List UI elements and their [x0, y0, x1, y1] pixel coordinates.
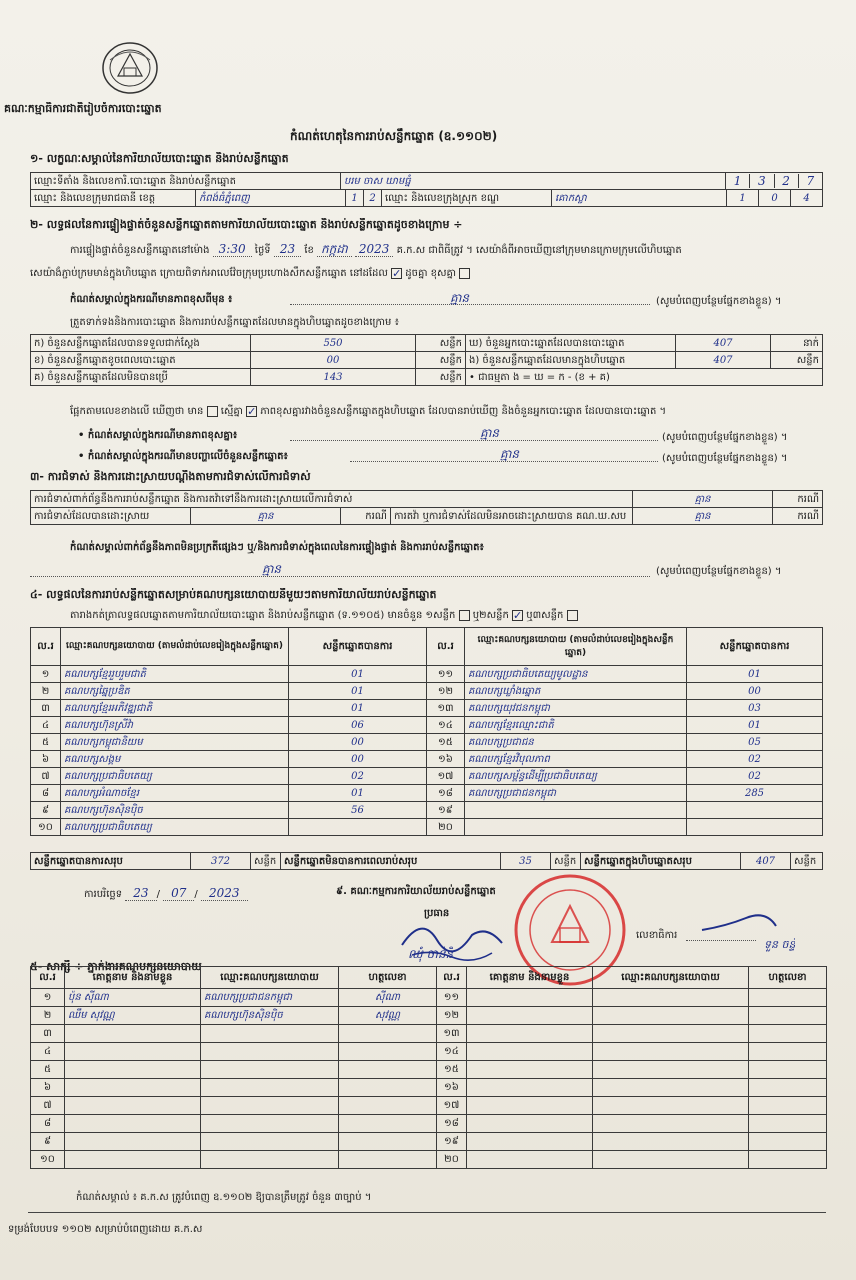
chair-name: ឈុំ ចាន់នី	[408, 947, 454, 961]
witness-signature: សុវណ្ណ	[339, 1007, 437, 1025]
district-digit: 4	[791, 190, 823, 207]
note-value: គ្មាន	[450, 291, 470, 305]
day-value: 23	[274, 242, 301, 257]
district-digit: 1	[727, 190, 759, 207]
col-votes: សន្លឹកឆ្នោតបានការ	[687, 628, 823, 666]
witness-name	[467, 1061, 593, 1079]
witness-signature	[749, 1025, 827, 1043]
witness-name	[65, 1115, 201, 1133]
vote-count: 00	[687, 683, 823, 700]
location-label: ឈ្មោះទីតាំង និងលេខការិ.បោះឆ្នោត និងរាប់សន្លឹកឆ្នោត	[31, 173, 341, 190]
witness-signature	[749, 1061, 827, 1079]
vote-count: 03	[687, 700, 823, 717]
witness-name	[467, 1097, 593, 1115]
secretary-signature	[696, 900, 816, 950]
total-valid-value: 372	[191, 853, 251, 870]
row-no: ៤	[31, 1043, 65, 1061]
month-value: កក្កដា	[317, 242, 352, 257]
vote-count: 56	[289, 802, 427, 819]
row-no: ៧	[31, 768, 61, 785]
witness-name	[467, 1151, 593, 1169]
two-sheet-label: ឬ២សន្លឹក	[472, 610, 509, 621]
para1-month-label: ខែ	[304, 245, 314, 256]
party-name: គណបក្សហ៊ុនស្រីវ៉ា	[61, 717, 289, 734]
party-name: គណបក្សខ្មែរវិបុលភាព	[465, 751, 687, 768]
w-col-party: ឈ្មោះគណបក្សនយោបាយ	[593, 967, 749, 989]
row-no: ១២	[427, 683, 465, 700]
witness-signature	[339, 1043, 437, 1061]
row-no: ១៩	[437, 1133, 467, 1151]
witness-signature	[339, 1097, 437, 1115]
unresolved-value: គ្មាន	[633, 508, 773, 525]
row-no: ១៦	[427, 751, 465, 768]
emblem-icon	[100, 40, 160, 96]
witness-name	[65, 1133, 201, 1151]
row-no: ១១	[437, 989, 467, 1007]
objection-table	[30, 490, 823, 525]
witness-signature	[749, 1007, 827, 1025]
row-no: ១៤	[437, 1043, 467, 1061]
row-no: ២០	[427, 819, 465, 836]
secretary-label: លេខាធិការ	[636, 930, 678, 941]
vote-count: 01	[289, 700, 427, 717]
w-col-sign: ហត្ថលេខា	[749, 967, 827, 989]
row-no: ១២	[437, 1007, 467, 1025]
party-name: គណបក្សសម្ព័ន្ធដើម្បីប្រជាធិបតេយ្យ	[465, 768, 687, 785]
form-title: កំណត់ហេតុនៃការរាប់សន្លឹកឆ្នោត (ឧ.១១០២)	[290, 129, 498, 143]
ng-label: ង) ចំនួនសន្លឹកឆ្នោតដែលមានក្នុងហិបឆ្នោត	[466, 352, 676, 369]
unit-case: ករណី	[773, 508, 823, 525]
table-row	[31, 1151, 827, 1169]
witness-signature	[749, 989, 827, 1007]
province-label: ឈ្មោះ និងលេខក្រុមរាជធានី ខេត្ត	[31, 190, 196, 207]
vote-count: 05	[687, 734, 823, 751]
party-name: គណបក្សប្រជាជនកម្ពុជា	[465, 785, 687, 802]
party-name: គណបក្សខ្មែរអភិវឌ្ឍជាតិ	[61, 700, 289, 717]
col-party: ឈ្មោះគណបក្សនយោបាយ (តាមលំដាប់លេខរៀងក្នុងសន្លឹកឆ្នោត)	[465, 628, 687, 666]
diff-checkbox[interactable]	[459, 268, 470, 279]
compare2-tail: ភាពខុសគ្នារវាងចំនួនសន្លឹកឆ្នោតក្នុងហិបឆ្នោត ដែលបានរាប់ឃើញ និងចំនួនអ្នកបោះឆ្នោត ដែលបានបោះឆ្នោត ។	[260, 406, 667, 417]
note-label: កំណត់សម្គាល់ក្នុងករណីមានភាពខុសពីមុន ៖	[70, 294, 233, 305]
w-col-no: ល.រ	[437, 967, 467, 989]
party-name: គណបក្សប្រជាជន	[465, 734, 687, 751]
table-row	[31, 1097, 827, 1115]
witness-body	[31, 989, 827, 1169]
compare-text: ត្រួតទាក់ទងនិងការបោះឆ្នោត និងការរាប់សន្លឹកឆ្នោតដែលមានក្នុងហិបឆ្នោតដូចខាងក្រោម ៖	[70, 317, 399, 328]
vote-count: 01	[687, 717, 823, 734]
has-diff-checkbox[interactable]	[207, 406, 218, 417]
resolved-label: ការជំទាស់ដែលបានដោះស្រាយ	[31, 508, 191, 525]
unit: សន្លឹក	[251, 853, 281, 870]
witness-name	[467, 1043, 593, 1061]
three-sheet-label: ឬ៣សន្លឹក	[526, 610, 564, 621]
row-no: ១៦	[437, 1079, 467, 1097]
section2-para2	[30, 266, 830, 281]
w-col-sign: ហត្ថលេខា	[339, 967, 437, 989]
row-no: ៥	[31, 734, 61, 751]
unit: សន្លឹក	[551, 853, 581, 870]
section4-title: ៤- លទ្ធផលនៃការរាប់សន្លឹកឆ្នោតសម្រាប់គណបក្សនយោបាយនីមួយៗតាមការិយាល័យរាប់សន្លឹកឆ្នោត	[30, 588, 437, 601]
table-row	[31, 1043, 827, 1061]
gha-value: 407	[676, 335, 771, 352]
witness-name	[65, 1079, 201, 1097]
row-no: ៣	[31, 700, 61, 717]
row-no: ១	[31, 666, 61, 683]
witness-party	[593, 1151, 749, 1169]
witness-party: គណបក្សប្រជាជនកម្ពុជា	[201, 989, 339, 1007]
party-name: គណបក្សប្រជាធិបតេយ្យ	[61, 768, 289, 785]
vote-count	[289, 819, 427, 836]
section5-title: ៥- សាក្សី ÷ ភ្នាក់ងារគណបក្សនយោបាយ	[30, 960, 202, 973]
witness-name: ឈឹម សុវណ្ណ	[65, 1007, 201, 1025]
date-day: 23	[125, 886, 156, 901]
location-value: បរម ចាស ឃាមធ្នំ	[341, 173, 726, 190]
three-sheet-checkbox[interactable]	[567, 610, 578, 621]
results-body	[31, 666, 823, 836]
ka-value: 550	[251, 335, 416, 352]
unit-case: ករណី	[341, 508, 391, 525]
equal-checkbox[interactable]: ✓	[247, 404, 257, 418]
witness-name	[467, 1115, 593, 1133]
ko-label: គ) ចំនួនសន្លឹកឆ្នោតដែលមិនបានប្រើ	[31, 369, 251, 386]
witness-party: គណបក្សហ៊ុនស៊ិនប៉ិច	[201, 1007, 339, 1025]
section3-note-label: កំណត់សម្គាល់ពាក់ព័ន្ធនឹងភាពមិនប្រក្រតីផ្សេងៗ ឬ/និងការជំទាស់ក្នុងពេលនៃការផ្ទៀងផ្ទាត់ និងការរាប់សន្លឹកឆ្នោត៖	[70, 542, 484, 553]
unit: សន្លឹក	[771, 352, 823, 369]
same-label: ដូចគ្នា	[405, 268, 428, 279]
row-no: ១៧	[427, 768, 465, 785]
col-no: ល.រ	[31, 628, 61, 666]
row-no: ១៨	[427, 785, 465, 802]
footer-divider	[28, 1212, 826, 1213]
compare2-text: ផ្អែកតាមលេខខាងលើ ឃើញថា មាន	[70, 406, 204, 417]
witness-name	[467, 1007, 593, 1025]
compare2	[70, 404, 830, 419]
para2-text: សេយ៉ាងំភ្ជាប់ក្រមមាន់ក្នុងហិបឆ្នោត ក្រោយពិទាក់អាលេវ៉ែចក្រុមប្រហោងសឹកសន្លឹកឆ្នោត នៅដដែល	[30, 268, 388, 279]
witness-name	[467, 989, 593, 1007]
vote-count: 01	[289, 785, 427, 802]
witness-signature	[339, 1133, 437, 1151]
witness-name: ប៉ុន ស៊ីណា	[65, 989, 201, 1007]
note3-label: • កំណត់សម្គាល់ក្នុងករណីមានបញ្ហាលើចំនួនសន្លឹកឆ្នោត៖	[78, 451, 288, 462]
witness-signature	[749, 1151, 827, 1169]
table-row	[31, 1025, 827, 1043]
section3-fill-hint: (សូមបំពេញបន្ថែមផ្នែកខាងខ្លួន) ។	[656, 566, 782, 577]
year-value: 2023	[355, 242, 394, 257]
kha-value: 00	[251, 352, 416, 369]
formula: • ជាធម្មតា ង = ឃ = ក - (ខ + គ)	[466, 369, 823, 386]
time-value: 3:30	[213, 242, 252, 257]
table-row	[31, 666, 823, 683]
chair-label: ប្រធាន	[424, 908, 450, 919]
vote-count: 02	[687, 768, 823, 785]
witness-party	[201, 1025, 339, 1043]
vote-count: 00	[289, 734, 427, 751]
party-name	[465, 802, 687, 819]
kha-label: ខ) ចំនួនសន្លឹកឆ្នោតខូចពេលបោះឆ្នោត	[31, 352, 251, 369]
witness-party	[593, 1043, 749, 1061]
section4-intro-text: តារាងកត់ត្រាលទ្ធផលឆ្នោតតាមការិយាល័យបោះឆ្នោត និងរាប់សន្លឹកឆ្នោត (ទ.១១០៥) មានចំនួន ១សន្លឹក	[70, 610, 456, 621]
section3-note-line	[30, 576, 650, 577]
witness-party	[593, 1133, 749, 1151]
ko-value: 143	[251, 369, 416, 386]
note2-value: គ្មាន	[480, 426, 500, 440]
objection-row1-value: គ្មាន	[633, 491, 773, 508]
row-no: ៥	[31, 1061, 65, 1079]
row-no: ៩	[31, 802, 61, 819]
table-row	[31, 802, 823, 819]
witness-signature: ស៊ីណា	[339, 989, 437, 1007]
table-row	[31, 751, 823, 768]
witness-party	[593, 1079, 749, 1097]
table-row	[31, 1133, 827, 1151]
unresolved-label: ការតវ៉ា ឬការជំទាស់ដែលមិនអាចដោះស្រាយបាន គណ.ឃ.សប	[391, 508, 633, 525]
row-no: ៦	[31, 1079, 65, 1097]
secretary-name: ទួន ចន្ទ័	[764, 938, 796, 951]
row-no: ១៣	[427, 700, 465, 717]
table-row	[31, 768, 823, 785]
row-no: ២	[31, 1007, 65, 1025]
witness-party	[593, 1061, 749, 1079]
district-digit: 0	[759, 190, 791, 207]
col-no: ល.រ	[427, 628, 465, 666]
location-digit: 7	[806, 174, 815, 188]
col-party: ឈ្មោះគណបក្សនយោបាយ (តាមលំដាប់លេខរៀងក្នុងសន្លឹកឆ្នោត)	[61, 628, 289, 666]
footer-note: កំណត់សម្គាល់ ៖ គ.ក.ស ត្រូវបំពេញ ឧ.១១០២ ឱ្យបានត្រឹមត្រូវ ចំនួន ៣ច្បាប់ ។	[76, 1192, 372, 1203]
same-checkbox[interactable]: ✓	[392, 266, 402, 280]
section3-title: ៣- ការជំទាស់ និងការដោះស្រាយបណ្តឹងតាមការជំទាស់លើការជំទាស់	[30, 470, 311, 483]
party-name: គណបក្សឆ្នៃប្រឌិត	[61, 683, 289, 700]
witness-signature	[749, 1043, 827, 1061]
party-name: គណបក្សកម្ពុជានិយម	[61, 734, 289, 751]
witness-signature	[749, 1115, 827, 1133]
section2-para1	[70, 241, 830, 259]
note-line	[290, 304, 650, 305]
witness-signature	[339, 1061, 437, 1079]
party-name: គណបក្សសង្គម	[61, 751, 289, 768]
ng-value: 407	[676, 352, 771, 369]
gha-label: ឃ) ចំនួនអ្នកបោះឆ្នោតដែលបានបោះឆ្នោត	[466, 335, 676, 352]
party-name	[465, 819, 687, 836]
vote-count: 01	[687, 666, 823, 683]
total-valid-label: សន្លឹកឆ្នោតបានការសរុប	[31, 853, 191, 870]
resolved-value: គ្មាន	[191, 508, 341, 525]
party-name: គណបក្សអំណាចខ្មែរ	[61, 785, 289, 802]
fill-hint2: (សូមបំពេញបន្ថែមផ្នែកខាងខ្លួន) ។	[662, 432, 788, 443]
table-row	[31, 734, 823, 751]
witness-party	[593, 1097, 749, 1115]
section3-note-value: គ្មាន	[262, 562, 282, 576]
row-no: ២០	[437, 1151, 467, 1169]
witness-signature	[749, 1097, 827, 1115]
total-box-value: 407	[741, 853, 791, 870]
date-month: 07	[163, 886, 194, 901]
row-no: ៤	[31, 717, 61, 734]
province-digit: 1	[346, 190, 364, 207]
unit: សន្លឹក	[416, 369, 466, 386]
unit: សន្លឹក	[416, 352, 466, 369]
section1-table	[30, 172, 823, 190]
witness-party	[593, 1007, 749, 1025]
date-label: ការបរិច្ឆេទ	[84, 889, 123, 900]
date-row: ការបរិច្ឆេទ 23 / 07 / 2023	[84, 886, 248, 902]
section1-table-row2	[30, 189, 823, 207]
para1-text: ការផ្ទៀងផ្ទាត់ចំនួនសន្លឹកឆ្នោតនៅម៉ោង	[70, 245, 210, 256]
fill-hint3: (សូមបំពេញបន្ថែមផ្នែកខាងខ្លួន) ។	[662, 453, 788, 464]
row-no: ៦	[31, 751, 61, 768]
w-col-no: ល.រ	[31, 967, 65, 989]
fill-hint: (សូមបំពេញបន្ថែមផ្នែកខាងខ្លួន) ។	[656, 296, 782, 307]
counts-table	[30, 334, 823, 386]
row-no: ១៣	[437, 1025, 467, 1043]
witness-party	[201, 1097, 339, 1115]
witness-party	[201, 1133, 339, 1151]
two-sheet-checkbox[interactable]: ✓	[513, 608, 523, 622]
objection-row1-label: ការជំទាស់ពាក់ព័ន្ធនឹងការរាប់សន្លឹកឆ្នោត និងការតវ៉ាទៅនឹងការដោះស្រាយលើការជំទាស់	[31, 491, 633, 508]
para1-tail: គ.ក.ស ជាពិធីត្រូវ ។ សេយ៉ាងំពីអាចឃើញនៅក្រុមមានក្រោមក្រុមលើហិបឆ្នោត	[396, 245, 682, 256]
row-no: ១៤	[427, 717, 465, 734]
totals-table	[30, 852, 823, 870]
table-row	[31, 1079, 827, 1097]
party-name: គណបក្សយុវជនកម្ពុជា	[465, 700, 687, 717]
province-digit: 2	[364, 190, 382, 207]
row-no: ៨	[31, 1115, 65, 1133]
results-table	[30, 627, 823, 836]
vote-count: 01	[289, 666, 427, 683]
row-no: ១១	[427, 666, 465, 683]
party-name: គណបក្សហ៊ុនស៊ិនប៉ិច	[61, 802, 289, 819]
vote-count: 00	[289, 751, 427, 768]
table-row	[31, 683, 823, 700]
vote-count	[687, 802, 823, 819]
note3-value: គ្មាន	[500, 447, 520, 461]
location-digit: 1	[726, 174, 750, 188]
date-year: 2023	[201, 886, 248, 901]
diff-label: ខុសគ្នា	[430, 268, 457, 279]
district-value: គោកស្លា	[552, 190, 727, 207]
witness-party	[201, 1061, 339, 1079]
witness-signature	[339, 1151, 437, 1169]
row-no: ១៧	[437, 1097, 467, 1115]
witness-party	[593, 989, 749, 1007]
party-name: គណបក្សខ្មែរឈ្មោះជាតិ	[465, 717, 687, 734]
chair-signature	[392, 905, 532, 975]
witness-name	[65, 1061, 201, 1079]
section2-title: ២- លទ្ធផលនៃការផ្ទៀងផ្ទាត់ចំនួនសន្លឹកឆ្នោតតាមការិយាល័យបោះឆ្នោត និងរាប់សន្លឹកឆ្នោតដូចខាងក្រោម ÷	[30, 218, 463, 231]
province-value: កំពង់ធំភ្នំពេញ	[196, 190, 346, 207]
location-digit: 3	[750, 174, 774, 188]
table-row	[31, 989, 827, 1007]
party-name: គណបក្សប្រជាធិបតេយ្យ	[61, 819, 289, 836]
table-row	[31, 717, 823, 734]
witness-table	[30, 966, 827, 1169]
witness-signature	[339, 1115, 437, 1133]
witness-signature	[749, 1133, 827, 1151]
para1-day-label: ថ្ងៃទី	[254, 245, 271, 256]
witness-name	[467, 1025, 593, 1043]
row-no: ២	[31, 683, 61, 700]
vote-count: 02	[289, 768, 427, 785]
section1-title: ១- លក្ខណៈសម្គាល់នៃការិយាល័យបោះឆ្នោត និងរាប់សន្លឹកឆ្នោត	[30, 152, 289, 165]
unit: សន្លឹក	[416, 335, 466, 352]
vote-count: 285	[687, 785, 823, 802]
w-col-party: ឈ្មោះគណបក្សនយោបាយ	[201, 967, 339, 989]
ka-label: ក) ចំនួនសន្លឹកឆ្នោតដែលបានទទួលជាក់ស្តែង	[31, 335, 251, 352]
row-no: ១៨	[437, 1115, 467, 1133]
note2-line	[290, 440, 658, 441]
w-col-name: គោត្តនាម និងនាមខ្លួន	[65, 967, 201, 989]
location-digit: 2	[775, 174, 799, 188]
total-box-label: សន្លឹកឆ្នោតក្នុងហិបឆ្នោតសរុប	[581, 853, 741, 870]
witness-name	[467, 1079, 593, 1097]
table-row	[31, 1115, 827, 1133]
party-name: គណបក្សខ្មែររួបរួមជាតិ	[61, 666, 289, 683]
table-row	[31, 1007, 827, 1025]
row-no: ១៩	[427, 802, 465, 819]
witness-party	[201, 1151, 339, 1169]
table-row	[31, 785, 823, 802]
note2-label: • កំណត់សម្គាល់ក្នុងករណីមានភាពខុសគ្នា៖	[78, 430, 238, 441]
committee-name: គណៈកម្មាធិការជាតិរៀបចំការបោះឆ្នោត	[4, 102, 162, 115]
committee-sign-label: ៩. គណៈកម្មការការិយាល័យរាប់សន្លឹកឆ្នោត	[336, 886, 496, 897]
row-no: ១៥	[437, 1061, 467, 1079]
table-row	[31, 700, 823, 717]
vote-count: 02	[687, 751, 823, 768]
witness-name	[65, 1097, 201, 1115]
witness-name	[65, 1151, 201, 1169]
witness-party	[593, 1025, 749, 1043]
row-no: ៨	[31, 785, 61, 802]
witness-signature	[339, 1079, 437, 1097]
w-col-name: គោត្តនាម និងនាមខ្លួន	[467, 967, 593, 989]
vote-count: 06	[289, 717, 427, 734]
witness-party	[201, 1115, 339, 1133]
row-no: ៩	[31, 1133, 65, 1151]
witness-name	[65, 1043, 201, 1061]
table-row	[31, 819, 823, 836]
witness-party	[201, 1043, 339, 1061]
unit: សន្លឹក	[791, 853, 823, 870]
equal-label: ស្មើគ្នា	[220, 406, 243, 417]
row-no: ១៥	[427, 734, 465, 751]
district-label: ឈ្មោះ និងលេខក្រុងស្រុក ខណ្ឌ	[382, 190, 552, 207]
witness-party	[593, 1115, 749, 1133]
col-votes: សន្លឹកឆ្នោតបានការ	[289, 628, 427, 666]
witness-name	[467, 1133, 593, 1151]
row-no: ១	[31, 989, 65, 1007]
vote-count	[687, 819, 823, 836]
total-invalid-label: សន្លឹកឆ្នោតមិនបានការពេលរាប់សរុប	[281, 853, 501, 870]
one-sheet-checkbox[interactable]	[459, 610, 470, 621]
unit-case: ករណី	[773, 491, 823, 508]
witness-signature	[749, 1079, 827, 1097]
row-no: ៧	[31, 1097, 65, 1115]
section4-intro	[70, 608, 830, 623]
party-name: គណបក្សប្រជាធិបតេយ្យមូលដ្ឋាន	[465, 666, 687, 683]
table-row	[31, 1061, 827, 1079]
vote-count: 01	[289, 683, 427, 700]
unit: នាក់	[771, 335, 823, 352]
witness-signature	[339, 1025, 437, 1043]
total-invalid-value: 35	[501, 853, 551, 870]
witness-party	[201, 1079, 339, 1097]
row-no: ១០	[31, 1151, 65, 1169]
footer-form-label: ទម្រង់បែបបទ ១១០២ សម្រាប់បំពេញដោយ គ.ក.ស	[8, 1224, 203, 1235]
witness-name	[65, 1025, 201, 1043]
row-no: ១០	[31, 819, 61, 836]
party-name: គណបក្សឃ្លាំងឆ្នោត	[465, 683, 687, 700]
row-no: ៣	[31, 1025, 65, 1043]
